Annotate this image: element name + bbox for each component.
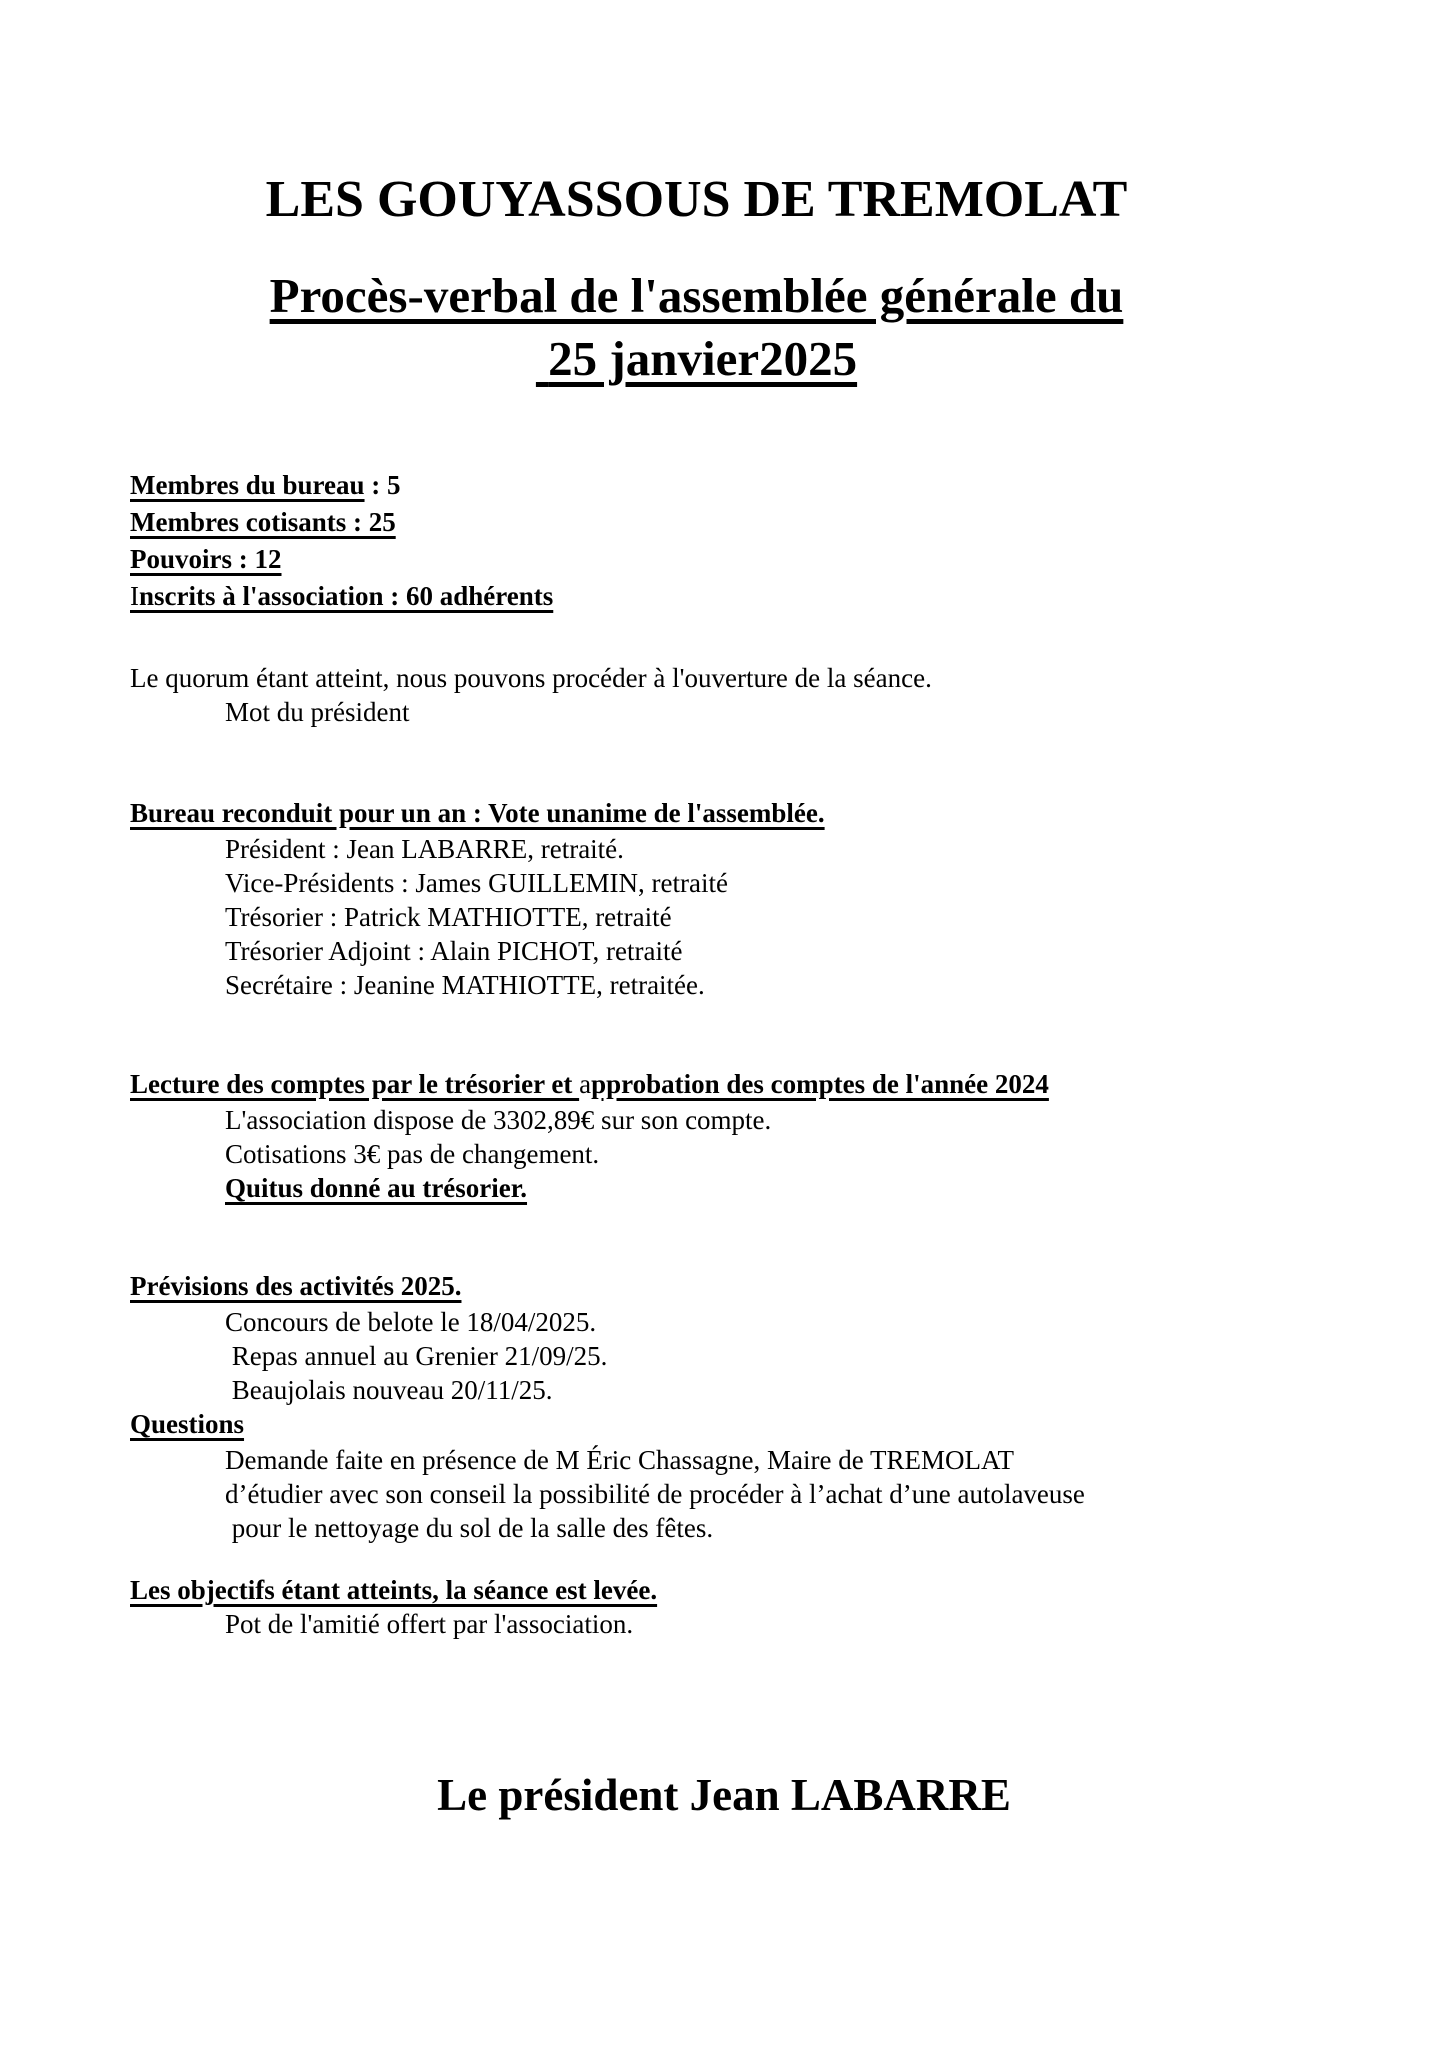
comptes-section-heading: Lecture des comptes par le trésorier et approbation des comptes de l'année 2024 bbox=[130, 1069, 1049, 1099]
subtitle-line-1: Procès-verbal de l'assemblée générale du bbox=[269, 268, 1124, 323]
document-subtitle bbox=[130, 264, 1263, 390]
previsions-repas-line: Repas annuel au Grenier 21/09/25. bbox=[225, 1341, 608, 1371]
quorum-paragraph bbox=[130, 661, 1263, 729]
comptes-solde-line: L'association dispose de 3302,89€ sur son compte. bbox=[225, 1105, 772, 1135]
previsions-beaujolais-line: Beaujolais nouveau 20/11/25. bbox=[225, 1375, 553, 1405]
signature-line: Le président Jean LABARRE bbox=[437, 1770, 1011, 1820]
questions-section-heading: Questions bbox=[130, 1409, 245, 1439]
bureau-tresorier-line: Trésorier : Patrick MATHIOTTE, retraité bbox=[225, 902, 672, 932]
bureau-tresorier-adjoint-line: Trésorier Adjoint : Alain PICHOT, retraité bbox=[225, 936, 683, 966]
comptes-cotisations-line: Cotisations 3€ pas de changement. bbox=[225, 1139, 600, 1169]
questions-demande-line: Demande faite en présence de M Éric Chassagne, Maire de TREMOLAT bbox=[225, 1445, 1014, 1475]
previsions-section-heading: Prévisions des activités 2025. bbox=[130, 1271, 462, 1301]
previsions-belote-line: Concours de belote le 18/04/2025. bbox=[225, 1307, 597, 1337]
bureau-member-list bbox=[130, 832, 1263, 1002]
closing-pot-line: Pot de l'amitié offert par l'association. bbox=[225, 1609, 634, 1639]
bureau-president-line: Président : Jean LABARRE, retraité. bbox=[225, 834, 624, 864]
quorum-line: Le quorum étant atteint, nous pouvons procéder à l'ouverture de la séance. bbox=[130, 663, 932, 693]
bureau-vice-president-line: Vice-Présidents : James GUILLEMIN, retraité bbox=[225, 868, 728, 898]
members-bureau-line: Membres du bureau : 5 bbox=[130, 470, 401, 500]
previsions-section-body bbox=[130, 1305, 1263, 1407]
members-pouvoirs-line: Pouvoirs : 12 bbox=[130, 544, 282, 574]
mot-du-president-line: Mot du président bbox=[225, 697, 410, 727]
comptes-section-body bbox=[130, 1103, 1263, 1205]
closing-section-heading: Les objectifs étant atteints, la séance est levée. bbox=[130, 1575, 658, 1605]
questions-etudier-line: d’étudier avec son conseil la possibilité de procéder à l’achat d’une autolaveuse bbox=[225, 1479, 1085, 1509]
comptes-quitus-line: Quitus donné au trésorier. bbox=[225, 1173, 528, 1203]
bureau-secretaire-line: Secrétaire : Jeanine MATHIOTTE, retraitée. bbox=[225, 970, 705, 1000]
members-cotisants-line: Membres cotisants : 25 bbox=[130, 507, 396, 537]
document-title: LES GOUYASSOUS DE TREMOLAT bbox=[265, 171, 1128, 228]
questions-nettoyage-line: pour le nettoyage du sol de la salle des fêtes. bbox=[225, 1513, 714, 1543]
subtitle-line-2: 25 janvier2025 bbox=[535, 331, 858, 386]
members-summary bbox=[130, 467, 1263, 615]
members-inscrits-line: Inscrits à l'association : 60 adhérents bbox=[130, 581, 554, 611]
bureau-section-heading: Bureau reconduit pour un an : Vote unanime de l'assemblée. bbox=[130, 798, 825, 828]
questions-section-body bbox=[130, 1443, 1263, 1545]
